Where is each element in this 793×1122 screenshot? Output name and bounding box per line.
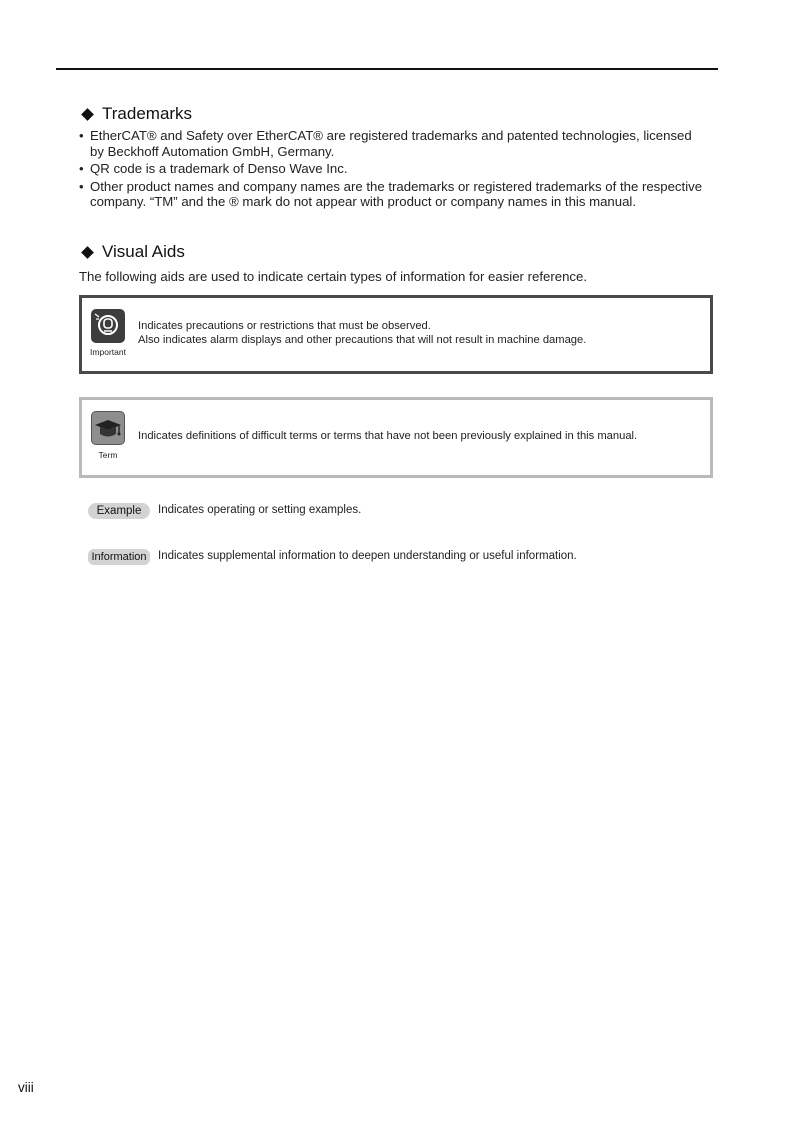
information-badge: Information [88, 549, 150, 565]
term-caption: Term [98, 450, 118, 460]
visual-aids-heading-text: Visual Aids [102, 242, 185, 261]
trademarks-heading-text: Trademarks [102, 104, 193, 123]
list-item: • Other product names and company names are the trademarks or registered trademarks of the respective company. “TM” and the ® mark do not appear with product or company names in this manual. [79, 179, 709, 210]
trademarks-heading [80, 104, 192, 124]
list-item: • QR code is a trademark of Denso Wave Inc. [79, 161, 709, 177]
graduation-cap-icon [91, 411, 125, 445]
list-item: • EtherCAT® and Safety over EtherCAT® are registered trademarks and patented technologies, licensed by Beckhoff Automation GmbH, Germany. [79, 128, 709, 159]
trademarks-list [79, 128, 709, 212]
term-text: Indicates definitions of difficult terms or terms that have not been previously explained in this manual. [138, 430, 638, 442]
visual-aids-heading [80, 242, 185, 262]
visual-aids-intro: The following aids are used to indicate certain types of information for easier reference. [79, 269, 587, 284]
example-badge: Example [88, 503, 150, 519]
header-rule [56, 68, 718, 70]
important-caption: Important [90, 347, 126, 357]
diamond-bullet-icon [81, 246, 94, 259]
important-text [138, 320, 586, 347]
important-line-1: Indicates precautions or restrictions that must be observed. [138, 320, 431, 332]
lightbulb-hand-icon [91, 309, 125, 343]
important-box [79, 295, 713, 374]
example-text: Indicates operating or setting examples. [158, 504, 362, 516]
diamond-bullet-icon [81, 108, 94, 121]
important-line-2: Also indicates alarm displays and other precautions that will not result in machine damage. [138, 333, 587, 346]
information-text: Indicates supplemental information to deepen understanding or useful information. [158, 550, 577, 562]
term-box [79, 397, 713, 478]
page-number: viii [18, 1080, 34, 1095]
